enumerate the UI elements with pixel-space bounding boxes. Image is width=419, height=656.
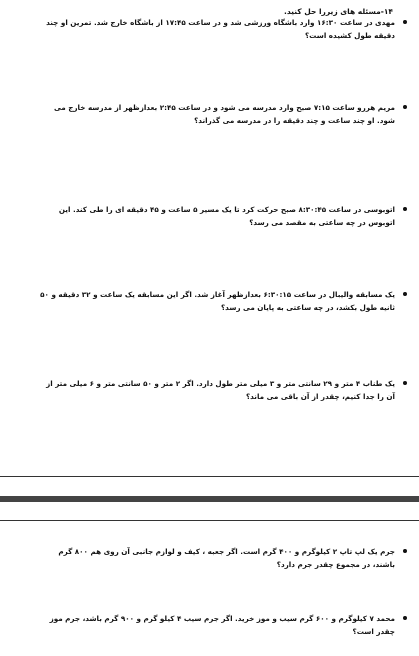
bullet-icon [403, 616, 407, 620]
problem-4-text: یک مسابقه والیبال در ساعت ۶:۳۰:۱۵ بعدازظهر آغاز شد. اگر این مسابقه یک ساعت و ۳۲ دقیقه و ۵۰ ثانیه طول بکشد، در چه ساعتی به پایان می رسد؟ [40, 290, 395, 312]
bullet-icon [403, 105, 407, 109]
problem-6 [39, 545, 395, 571]
problem-2-text: مریم هررو ساعت ۷:۱۵ صبح وارد مدرسه می شود و در ساعت ۲:۴۵ بعدازظهر از مدرسه خارج می شود. او چند ساعت و چند دقیقه را در مدرسه می گذراند؟ [54, 103, 395, 125]
problem-7 [39, 612, 395, 638]
divider-top [0, 476, 419, 477]
problem-6-text: جرم یک لپ تاپ ۲ کیلوگرم و ۴۰۰ گرم است. اگر جعبه ، کیف و لوازم جانبی آن روی هم ۸۰۰ گرم باشند، در مجموع چقدر جرم دارد؟ [58, 547, 395, 569]
divider-bottom [0, 520, 419, 521]
problem-5 [39, 377, 395, 403]
page-break-bar [0, 496, 419, 502]
problem-4 [39, 288, 395, 314]
problem-1 [39, 16, 395, 42]
bullet-icon [403, 20, 407, 24]
problem-7-text: محمد ۷ کیلوگرم و ۶۰۰ گرم سیب و موز خرید. اگر جرم سیب ۴ کیلو گرم و ۹۰۰ گرم باشد، جرم موز چقدر است؟ [49, 614, 395, 636]
problem-3 [39, 203, 395, 229]
problem-3-text: اتوبوسی در ساعت ۸:۳۰:۴۵ صبح حرکت کرد تا یک مسیر ۵ ساعت و ۴۵ دقیقه ای را طی کند. این اتوبوس در چه ساعتی به مقصد می رسد؟ [58, 205, 395, 227]
problem-1-text: مهدی در ساعت ۱۶:۳۰ وارد باشگاه ورزشی شد و در ساعت ۱۷:۴۵ از باشگاه خارج شد. تمرین او چند دقیقه طول کشیده است؟ [46, 18, 395, 40]
bullet-icon [403, 292, 407, 296]
problem-5-text: یک طناب ۴ متر و ۲۹ سانتی متر و ۳ میلی متر طول دارد. اگر ۲ متر و ۵۰ سانتی متر و ۶ میلی متر از آن را جدا کنیم، چقدر از آن باقی می ماند؟ [46, 379, 395, 401]
bullet-icon [403, 549, 407, 553]
bullet-icon [403, 381, 407, 385]
problem-2 [39, 101, 395, 127]
section-heading: ۱۴-مسئله های زیررا حل کنید. [283, 7, 393, 16]
bullet-icon [403, 207, 407, 211]
